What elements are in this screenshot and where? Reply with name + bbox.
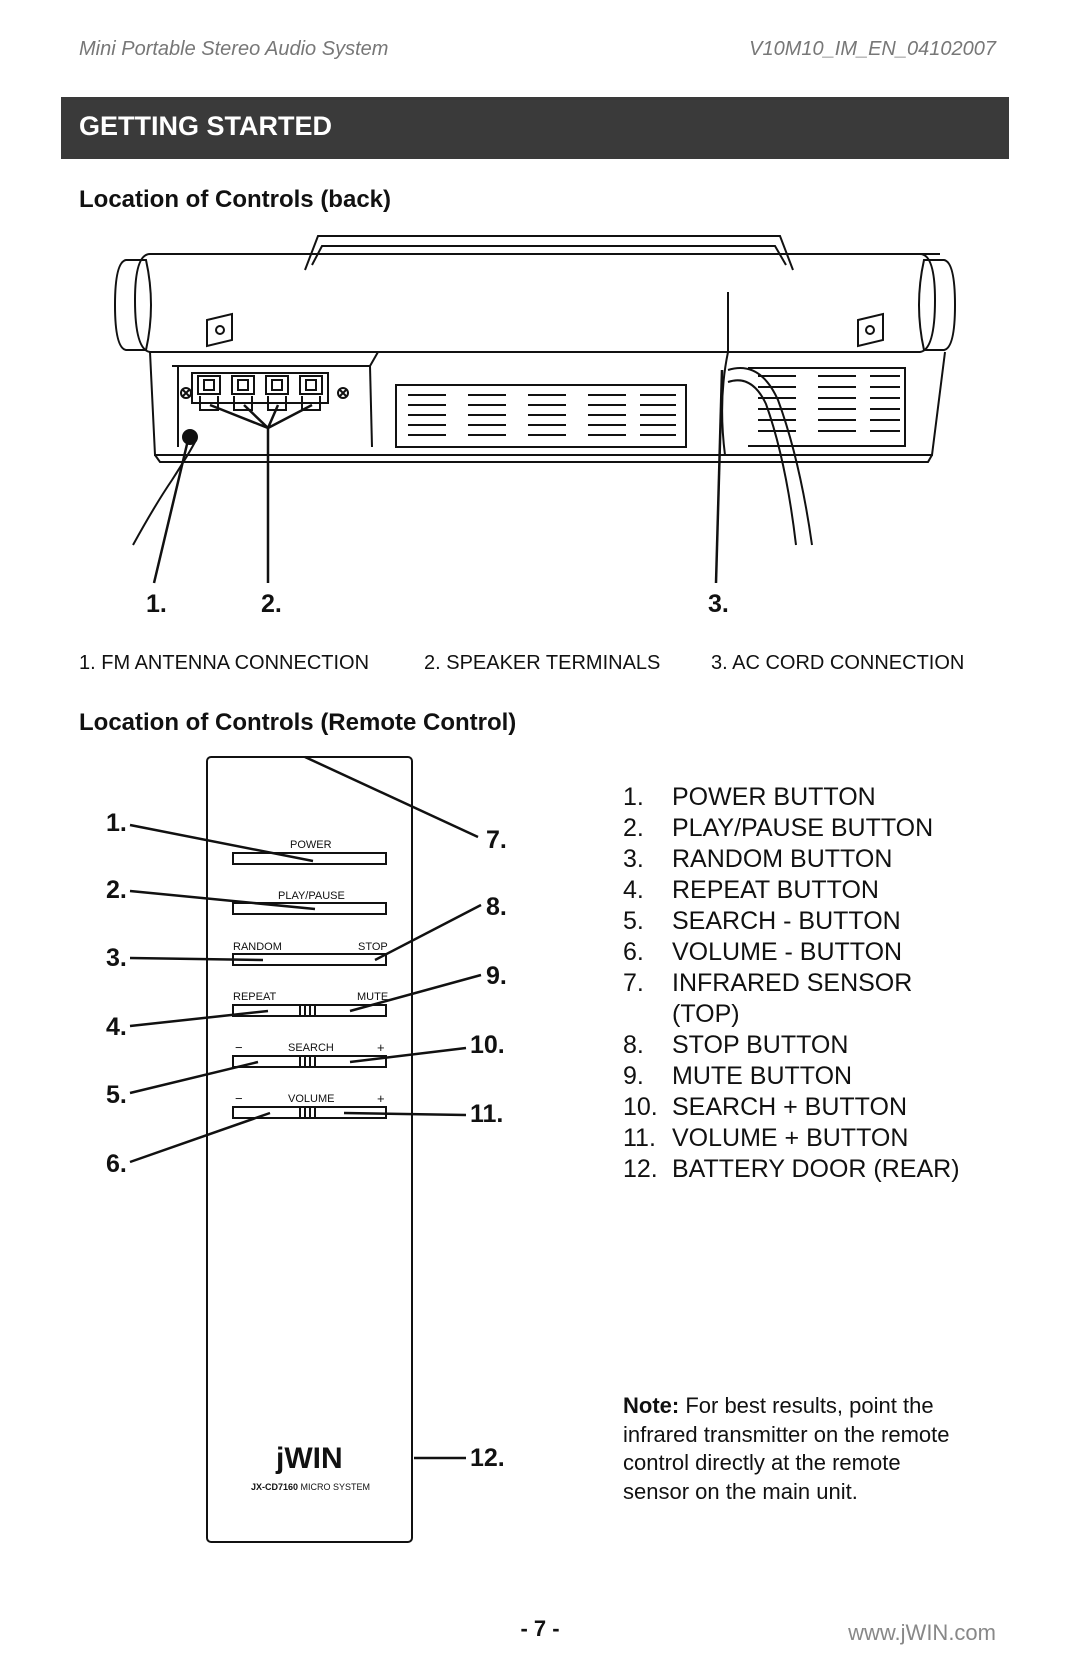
section-title: GETTING STARTED — [79, 111, 332, 141]
doc-subtitle: Mini Portable Stereo Audio System — [79, 38, 389, 60]
list-item: 7. INFRARED SENSOR (TOP) — [623, 969, 913, 1028]
remote-callout-5: 5. — [106, 1081, 127, 1109]
list-item: 4. REPEAT BUTTON — [623, 876, 879, 904]
legend-fm-antenna: 1. FM ANTENNA CONNECTION — [79, 652, 370, 674]
remote-label-random: RANDOM — [233, 941, 282, 953]
remote-callout-7: 7. — [486, 826, 507, 854]
list-item: 5. SEARCH - BUTTON — [623, 907, 901, 935]
back-callout-1: 1. — [146, 590, 167, 618]
list-item: 2. PLAY/PAUSE BUTTON — [623, 814, 934, 842]
remote-callout-8: 8. — [486, 893, 507, 921]
note-label: Note: — [623, 1393, 680, 1418]
list-item: 8. STOP BUTTON — [623, 1031, 849, 1059]
remote-label-search-plus: + — [377, 1040, 385, 1055]
list-item: 11. VOLUME + BUTTON — [623, 1124, 909, 1152]
note-paragraph — [623, 1392, 953, 1506]
note-text: For best results, point the infrared transmitter on the remote control directly at the remote sensor on the main unit. — [623, 1393, 950, 1504]
footer-website: www.jWIN.com — [848, 1620, 996, 1645]
list-item: 9. MUTE BUTTON — [623, 1062, 853, 1090]
remote-callout-1: 1. — [106, 809, 127, 837]
legend-ac-cord: 3. AC CORD CONNECTION — [711, 652, 965, 674]
remote-brand-logo: jWIN — [276, 1442, 343, 1475]
list-item: 6. VOLUME - BUTTON — [623, 938, 903, 966]
remote-label-play-pause: PLAY/PAUSE — [278, 890, 345, 902]
list-item: 3. RANDOM BUTTON — [623, 845, 893, 873]
remote-label-search-minus: − — [235, 1040, 243, 1055]
remote-controls-heading: Location of Controls (Remote Control) — [79, 709, 517, 736]
remote-body — [207, 757, 412, 1542]
remote-callout-11: 11. — [470, 1100, 504, 1128]
remote-callout-2: 2. — [106, 876, 127, 904]
list-item: 1. POWER BUTTON — [623, 783, 876, 811]
remote-controls-list — [623, 782, 963, 1185]
remote-label-search: SEARCH — [288, 1042, 334, 1054]
back-callout-3: 3. — [708, 590, 729, 618]
remote-callout-9: 9. — [486, 962, 507, 990]
back-callout-2: 2. — [261, 590, 282, 618]
doc-code: V10M10_IM_EN_04102007 — [749, 38, 996, 60]
remote-callout-10: 10. — [470, 1031, 505, 1059]
page-number: - 7 - — [520, 1616, 560, 1641]
vent-slots-center — [408, 395, 676, 435]
remote-label-volume-plus: + — [377, 1091, 385, 1106]
remote-label-power: POWER — [290, 839, 332, 851]
legend-speaker-terminals: 2. SPEAKER TERMINALS — [424, 652, 661, 674]
remote-label-mute: MUTE — [357, 991, 389, 1003]
remote-callout-12: 12. — [470, 1444, 505, 1472]
back-controls-heading: Location of Controls (back) — [79, 186, 391, 213]
remote-callout-6: 6. — [106, 1150, 127, 1178]
remote-callout-3: 3. — [106, 944, 127, 972]
ac-cord — [728, 368, 812, 545]
back-leader-lines — [154, 370, 722, 583]
remote-label-volume: VOLUME — [288, 1093, 335, 1105]
remote-callout-4: 4. — [106, 1013, 127, 1041]
remote-model-label: JX-CD7160 MICRO SYSTEM — [251, 1482, 371, 1492]
list-item: 10. SEARCH + BUTTON — [623, 1093, 907, 1121]
remote-label-repeat: REPEAT — [233, 991, 277, 1003]
remote-label-volume-minus: − — [235, 1091, 243, 1106]
remote-label-stop: STOP — [358, 941, 388, 953]
list-item: 12. BATTERY DOOR (REAR) — [623, 1155, 960, 1183]
unit-back-illustration — [115, 236, 955, 462]
